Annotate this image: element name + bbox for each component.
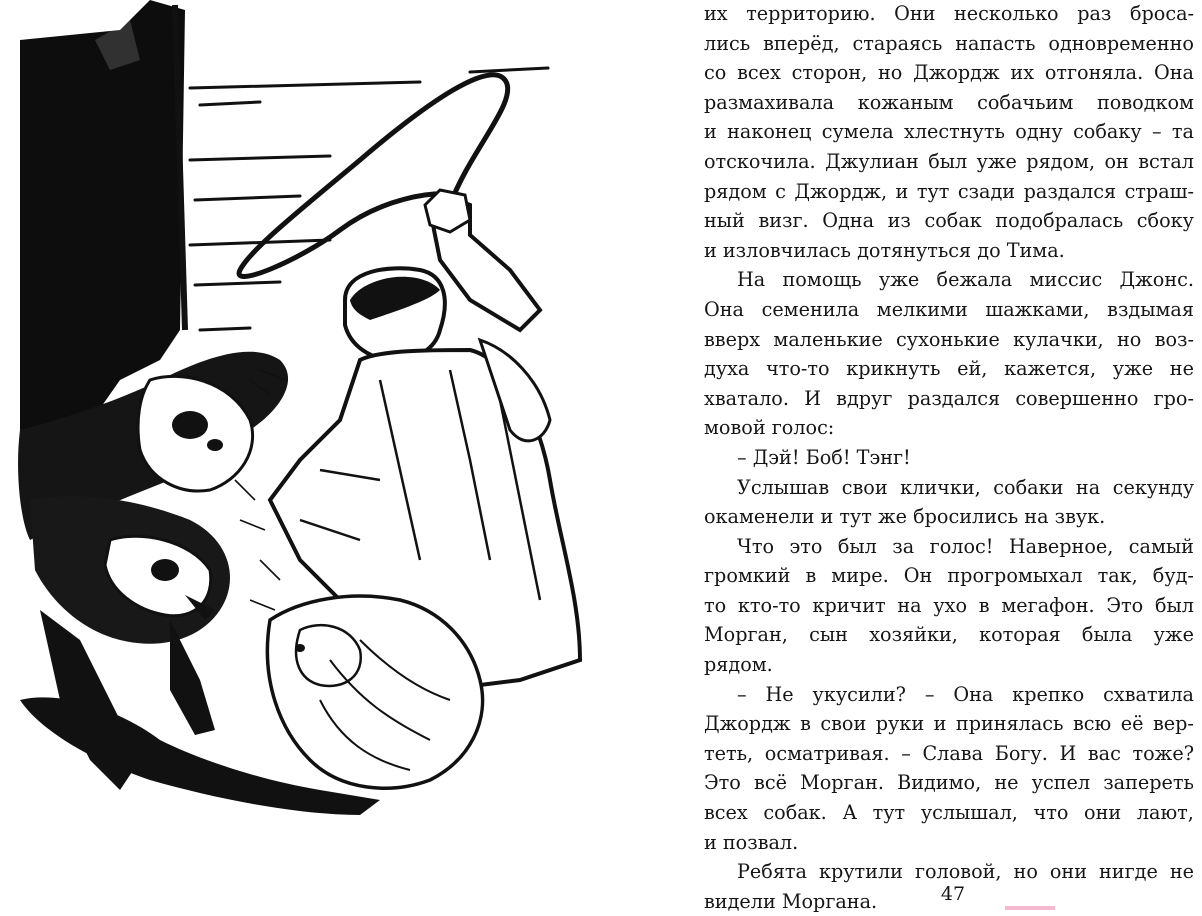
text-line: хватало. И вдруг раздался совершенно гро- <box>704 386 1194 410</box>
text-line: вверх маленькие сухонькие кулачки, но воз- <box>704 327 1194 351</box>
text-line: – Не укусили? – Она крепко схватила <box>737 682 1194 706</box>
text-line: Это всё Морган. Видимо, не успел запереть <box>704 771 1194 795</box>
text-line: то кто-то кричит на ухо в мегафон. Это был <box>704 593 1194 617</box>
text-line: и наконец сумела хлестнуть одну собаку – та <box>704 120 1194 144</box>
text-line: На помощь уже бежала миссис Джонс. <box>737 268 1194 292</box>
text-line: Услышав свои клички, собаки на секунду <box>737 475 1194 499</box>
text-line: и изловчилась дотянуться до Тима. <box>704 238 1065 262</box>
text-line: Джордж в свои руки и принялась всю её вер- <box>704 712 1194 736</box>
body-text <box>704 0 1194 916</box>
text-line: духа что-то крикнуть ей, кажется, уже не <box>704 357 1194 381</box>
text-line: Она семенила мелкими шажками, вздымая <box>704 297 1194 321</box>
text-line: их территорию. Они несколько раз броса- <box>704 2 1194 25</box>
text-line: отскочила. Джулиан был уже рядом, он встал <box>704 149 1194 173</box>
text-line: Что это был за голос! Наверное, самый <box>737 534 1194 558</box>
text-line: Морган, сын хозяйки, которая была уже <box>704 623 1194 647</box>
text-line: со всех сторон, но Джордж их отгоняла. Она <box>704 61 1194 85</box>
text-line: громкий в мире. Он прогромыхал так, буд- <box>704 564 1194 588</box>
text-line: рядом. <box>704 653 773 677</box>
text-line: – Дэй! Боб! Тэнг! <box>737 445 911 469</box>
text-line: Ребята крутили головой, но они нигде не <box>737 860 1194 884</box>
text-line: теть, осматривая. – Слава Богу. И вас тоже? <box>704 741 1194 765</box>
text-line: видели Моргана. <box>704 889 878 913</box>
pink-mark <box>1005 906 1055 910</box>
text-line: мовой голос: <box>704 416 835 440</box>
text-line: окаменели и тут же бросились на звук. <box>704 505 1106 529</box>
text-line: лись вперёд, стараясь напасть одновременно <box>704 31 1194 55</box>
page-number: 47 <box>940 883 966 905</box>
text-line: размахивала кожаным собачьим поводком <box>704 90 1194 114</box>
text-line: рядом с Джордж, и тут сзади раздался страш- <box>704 179 1194 203</box>
text-line: всех собак. А тут услышал, что они лают, <box>704 801 1194 825</box>
text-line: ный визг. Одна из собак подобралась сбоку <box>704 209 1194 233</box>
text-line: и позвал. <box>704 830 799 854</box>
